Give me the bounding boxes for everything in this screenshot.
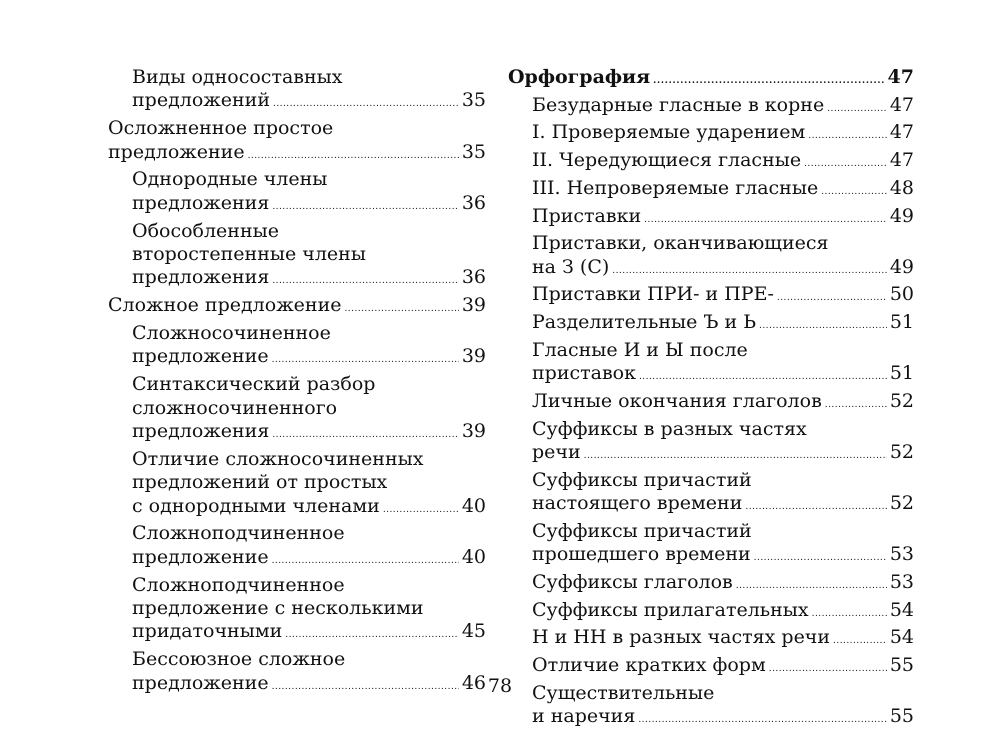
toc-entry-last-line — [108, 141, 486, 168]
toc-entry-title-line: Орфография — [508, 66, 651, 88]
toc-entry-page: 51 — [889, 311, 914, 334]
toc-entry-page: 40 — [461, 545, 486, 568]
dot-leader — [272, 266, 458, 293]
toc-entry-title-line: сложносочиненного — [132, 396, 338, 419]
toc-entry-page: 48 — [889, 176, 914, 199]
toc-entry-title-line: Разделительные Ъ и Ь — [532, 311, 757, 334]
toc-entry[interactable] — [508, 232, 914, 283]
toc-entry[interactable] — [108, 66, 486, 117]
dot-leader — [272, 345, 459, 372]
toc-entry-title-line: Бессоюзное сложное — [132, 648, 346, 671]
toc-entry-title-line: II. Чередующиеся гласные — [532, 149, 802, 172]
toc-entry-title-line: на З (С) — [532, 255, 610, 278]
toc-entry-title-line: предложения — [132, 266, 270, 289]
dot-leader — [272, 192, 458, 219]
toc-entry-title-line: Синтаксический разбор — [132, 373, 376, 396]
toc-entry-last-line — [532, 311, 914, 338]
toc-entry-last-line — [532, 492, 914, 519]
toc-entry[interactable] — [508, 571, 914, 598]
toc-entry[interactable] — [508, 339, 914, 390]
toc-entry-title-line: прошедшего времени — [532, 543, 751, 566]
toc-entry-page: 35 — [461, 140, 486, 163]
toc-entry-title-line: Существительные — [532, 681, 715, 704]
dot-leader — [638, 705, 887, 732]
toc-entry-page: 49 — [889, 255, 914, 278]
toc-entry-title-line: предложений — [132, 89, 270, 112]
toc-entry[interactable] — [108, 373, 486, 447]
toc-entry-title-line: Обособленные — [132, 219, 279, 242]
toc-entry[interactable] — [508, 283, 914, 310]
toc-entry-title-line: Суффиксы в разных частях — [532, 417, 807, 440]
toc-right-column — [508, 66, 914, 733]
toc-entry[interactable] — [108, 574, 486, 648]
toc-entry-title-line: Суффиксы причастий — [532, 468, 752, 491]
toc-entry-page: 35 — [461, 89, 486, 112]
toc-entry-page: 46 — [461, 671, 486, 694]
toc-entry-last-line — [132, 192, 486, 219]
toc-entry-title-line: Отличие кратких форм — [532, 653, 766, 676]
toc-entry-title-line: Сложное предложение — [108, 294, 342, 317]
toc-entry-title-line: I. Проверяемые ударением — [532, 121, 806, 144]
toc-entry-title-line: Приставки, оканчивающиеся — [532, 232, 829, 255]
toc-entry-title-line: Суффиксы глаголов — [532, 570, 733, 593]
toc-entry[interactable] — [508, 177, 914, 204]
toc-entry[interactable] — [508, 94, 914, 121]
toc-entry-page: 47 — [889, 93, 914, 116]
dot-leader — [812, 599, 887, 626]
dot-leader — [639, 362, 887, 389]
toc-entry-page: 39 — [461, 420, 486, 443]
dot-leader — [344, 294, 458, 321]
toc-entry-last-line — [132, 89, 486, 116]
toc-entry[interactable] — [108, 220, 486, 294]
toc-entry[interactable] — [508, 520, 914, 571]
toc-entry[interactable] — [508, 599, 914, 626]
dot-leader — [833, 626, 887, 653]
toc-entry-page: 55 — [889, 705, 914, 728]
toc-entry-title-line: Личные окончания глаголов — [532, 389, 822, 412]
toc-entry-title-line: предложения — [132, 420, 270, 443]
toc-entry-title-line: предложение — [108, 140, 245, 163]
dot-leader — [272, 546, 459, 573]
toc-entry-last-line — [108, 294, 486, 321]
toc-entry[interactable] — [108, 522, 486, 573]
toc-entry-title-line: предложение — [132, 345, 269, 368]
dot-leader — [644, 205, 887, 232]
toc-entry-title-line: Отличие сложносочиненных — [132, 447, 424, 470]
toc-entry-page: 47 — [889, 121, 914, 144]
toc-entry-title-line: Сложноподчиненное — [132, 573, 345, 596]
toc-entry-last-line — [532, 205, 914, 232]
dot-leader — [754, 543, 887, 570]
toc-entry[interactable] — [508, 205, 914, 232]
dot-leader — [745, 492, 886, 519]
toc-entry-last-line — [532, 177, 914, 204]
toc-entry[interactable] — [508, 390, 914, 417]
toc-entry[interactable] — [508, 149, 914, 176]
toc-entry-title-line: предложение — [132, 671, 269, 694]
page-number: 78 — [487, 675, 513, 697]
toc-entry-last-line — [132, 546, 486, 573]
toc-entry-last-line — [532, 705, 914, 732]
toc-left-column — [108, 66, 486, 699]
toc-entry[interactable] — [108, 168, 486, 219]
toc-entry-page: 36 — [461, 266, 486, 289]
toc-entry[interactable] — [508, 66, 914, 93]
toc-entry-title-line: предложения — [132, 191, 270, 214]
toc-entry-last-line — [532, 94, 914, 121]
toc-entry-title-line: Н и НН в разных частях речи — [532, 626, 831, 649]
toc-entry-title-line: предложений от простых — [132, 471, 388, 494]
toc-entry-title-line: второстепенные члены — [132, 243, 366, 266]
toc-entry-title-line: Осложненное простое — [108, 117, 334, 140]
toc-entry-page: 39 — [461, 294, 486, 317]
dot-leader — [653, 66, 884, 93]
toc-entry-last-line — [132, 345, 486, 372]
toc-entry-last-line — [532, 121, 914, 148]
toc-entry[interactable] — [108, 117, 486, 168]
toc-entry-last-line — [132, 495, 486, 522]
dot-leader — [285, 620, 459, 647]
toc-entry[interactable] — [508, 311, 914, 338]
toc-entry-last-line — [508, 66, 914, 93]
toc-entry-title-line: Суффиксы причастий — [532, 519, 752, 542]
toc-entry-title-line: Сложноподчиненное — [132, 522, 345, 545]
toc-entry-page: 51 — [889, 362, 914, 385]
toc-entry-page: 54 — [889, 626, 914, 649]
toc-entry-title-line: Гласные И и Ы после — [532, 338, 748, 361]
toc-entry-last-line — [532, 362, 914, 389]
toc-entry[interactable] — [508, 626, 914, 653]
toc-entry-last-line — [532, 441, 914, 468]
dot-leader — [612, 256, 887, 283]
toc-entry-page: 53 — [889, 543, 914, 566]
dot-leader — [759, 311, 887, 338]
toc-entry-page: 36 — [461, 191, 486, 214]
toc-entry-title-line: с однородными членами — [132, 494, 380, 517]
toc-entry[interactable] — [508, 469, 914, 520]
toc-entry-page: 49 — [889, 204, 914, 227]
dot-leader — [383, 495, 459, 522]
toc-entry-last-line — [532, 149, 914, 176]
toc-entry-last-line — [532, 390, 914, 417]
toc-entry-title-line: Безударные гласные в корне — [532, 93, 825, 116]
dot-leader — [272, 420, 458, 447]
toc-entry-title-line: Приставки ПРИ- и ПРЕ- — [532, 283, 774, 306]
dot-leader — [248, 141, 459, 168]
toc-entry-page: 52 — [889, 492, 914, 515]
toc-entry-page: 45 — [461, 620, 486, 643]
toc-entry-title-line: речи — [532, 440, 581, 463]
toc-entry[interactable] — [508, 418, 914, 469]
toc-entry-title-line: предложение с несколькими — [132, 597, 424, 620]
toc-entry-page: 47 — [887, 66, 914, 88]
dot-leader — [821, 177, 887, 204]
toc-entry-page: 52 — [889, 389, 914, 412]
toc-entry-last-line — [532, 256, 914, 283]
toc-entry[interactable] — [508, 121, 914, 148]
toc-entry-title-line: Приставки — [532, 204, 642, 227]
toc-entry-page: 50 — [889, 283, 914, 306]
toc-entry[interactable] — [108, 322, 486, 373]
toc-entry-last-line — [532, 571, 914, 598]
toc-entry-title-line: III. Непроверяемые гласные — [532, 176, 819, 199]
toc-entry[interactable] — [108, 294, 486, 321]
toc-entry-last-line — [532, 599, 914, 626]
toc-entry-title-line: приставок — [532, 362, 636, 385]
toc-entry-last-line — [132, 266, 486, 293]
toc-entry-page: 39 — [461, 345, 486, 368]
toc-entry-last-line — [532, 543, 914, 570]
dot-leader — [808, 121, 887, 148]
toc-entry[interactable] — [108, 448, 486, 522]
toc-entry-title-line: придаточными — [132, 620, 283, 643]
dot-leader — [825, 390, 887, 417]
dot-leader — [827, 94, 887, 121]
toc-entry-last-line — [532, 283, 914, 310]
dot-leader — [777, 283, 887, 310]
toc-entry-last-line — [532, 626, 914, 653]
toc-entry-page: 52 — [889, 440, 914, 463]
toc-entry-title-line: Суффиксы прилагательных — [532, 598, 809, 621]
toc-entry-page: 53 — [889, 570, 914, 593]
toc-entry-title-line: настоящего времени — [532, 492, 743, 515]
dot-leader — [584, 441, 887, 468]
toc-entry-title-line: и наречия — [532, 705, 636, 728]
toc-entry-page: 55 — [889, 653, 914, 676]
toc-entry-last-line — [132, 420, 486, 447]
dot-leader — [273, 89, 459, 116]
dot-leader — [736, 571, 887, 598]
toc-entry-title-line: Виды односоставных — [132, 66, 343, 88]
toc-entry-title-line: предложение — [132, 545, 269, 568]
toc-entry-last-line — [132, 620, 486, 647]
dot-leader — [804, 149, 887, 176]
toc-entry-page: 54 — [889, 598, 914, 621]
toc-entry-page: 47 — [889, 149, 914, 172]
toc-entry-title-line: Сложносочиненное — [132, 322, 331, 345]
toc-entry-title-line: Однородные члены — [132, 168, 328, 191]
toc-entry-page: 40 — [461, 494, 486, 517]
